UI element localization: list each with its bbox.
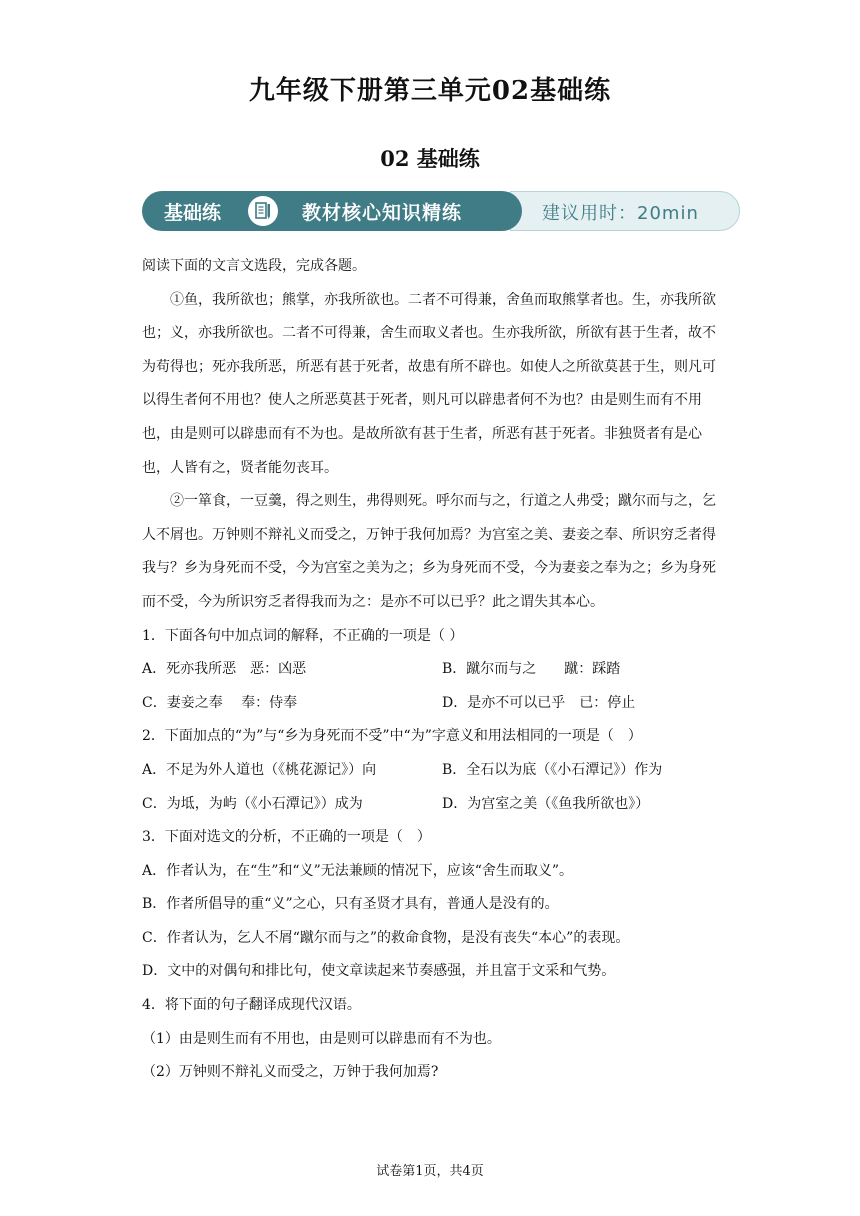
question-4-item-1: （1）由是则生而有不用也，由是则可以辟患而有不为也。	[142, 1030, 501, 1047]
section-banner	[142, 191, 740, 231]
banner-label-left: 基础练	[164, 202, 222, 224]
question-1-option-b: B．蹴尔而与之 蹴：踩踏	[442, 661, 621, 678]
question-1-option-c: C．妻妾之奉 奉：侍奉	[142, 694, 298, 711]
banner-time-label: 建议用时：20min	[542, 203, 699, 224]
page-footer: 试卷第1页，共4页	[376, 1164, 484, 1179]
banner-label-middle: 教材核心知识精练	[302, 202, 463, 224]
question-2-options-row-1	[142, 754, 722, 788]
question-1-option-d: D．是亦不可以已乎 已：停止	[442, 694, 636, 711]
question-2-option-c: C．为坻，为屿（《小石潭记》）成为	[142, 795, 363, 812]
book-pencil-icon	[248, 196, 278, 226]
question-3-option-c: C．作者认为，乞人不屑“蹴尔而与之”的救命食物，是没有丧失“本心”的表现。	[142, 929, 630, 946]
question-2-stem: 2．下面加点的“为”与“乡为身死而不受”中“为”字意义和用法相同的一项是（ ）	[142, 728, 642, 745]
exercise-content	[142, 250, 722, 1090]
question-4-item-2: （2）万钟则不辩礼义而受之，万钟于我何加焉?	[142, 1064, 439, 1081]
question-2-option-d: D．为宫室之美（《鱼我所欲也》）	[442, 795, 650, 812]
question-2-option-a: A．不足为外人道也（《桃花源记》）向	[142, 761, 377, 778]
question-1-stem: 1．下面各句中加点词的解释，不正确的一项是（ ）	[142, 627, 464, 644]
passage-paragraph-1: ①鱼，我所欲也；熊掌，亦我所欲也。二者不可得兼，舍鱼而取熊掌者也。生，亦我所欲也；义，亦我所欲也。二者不可得兼，舍生而取义者也。生亦我所欲，所欲有甚于生者，故不为苟得也；死亦我所恶，所恶有甚于死者，故患有所不辟也。如使人之所欲莫甚于生，则凡可以得生者何不用也？使人之所恶莫甚于死者，则凡可以辟患者何不为也？由是则生而有不用也，由是则可以辟患而有不为也。是故所欲有甚于生者，所恶有甚于死者。非独贤者有是心也，人皆有之，贤者能勿丧耳。	[142, 291, 716, 476]
question-3-stem: 3．下面对选文的分析，不正确的一项是（ ）	[142, 829, 431, 846]
question-4-stem: 4．将下面的句子翻译成现代汉语。	[142, 997, 361, 1014]
passage-paragraph-2: ②一箪食，一豆羹，得之则生，弗得则死。呼尔而与之，行道之人弗受；蹴尔而与之，乞人不屑也。万钟则不辩礼义而受之，万钟于我何加焉？为宫室之美、妻妾之奉、所识穷乏者得我与？乡为身死而不受，今为宫室之美为之；乡为身死而不受，今为妻妾之奉为之；乡为身死而不受，今为所识穷乏者得我而为之：是亦不可以已乎？此之谓失其本心。	[142, 493, 716, 610]
question-3-option-b: B．作者所倡导的重“义”之心，只有圣贤才具有，普通人是没有的。	[142, 896, 559, 913]
question-3-option-d: D．文中的对偶句和排比句，使文章读起来节奏感强，并且富于文采和气势。	[142, 963, 616, 980]
question-2-option-b: B．全石以为底（《小石潭记》）作为	[442, 761, 663, 778]
page-title: 九年级下册第三单元02基础练	[248, 76, 612, 106]
question-2-options-row-2	[142, 788, 722, 822]
question-1-options-row-2	[142, 687, 722, 721]
question-1-options-row-1	[142, 653, 722, 687]
question-1-option-a: A．死亦我所恶 恶：凶恶	[142, 661, 307, 678]
section-subtitle: 02 基础练	[380, 146, 480, 171]
passage-intro: 阅读下面的文言文选段，完成各题。	[142, 258, 366, 274]
question-3-option-a: A．作者认为，在“生”和“义”无法兼顾的情况下，应该“舍生而取义”。	[142, 862, 574, 879]
